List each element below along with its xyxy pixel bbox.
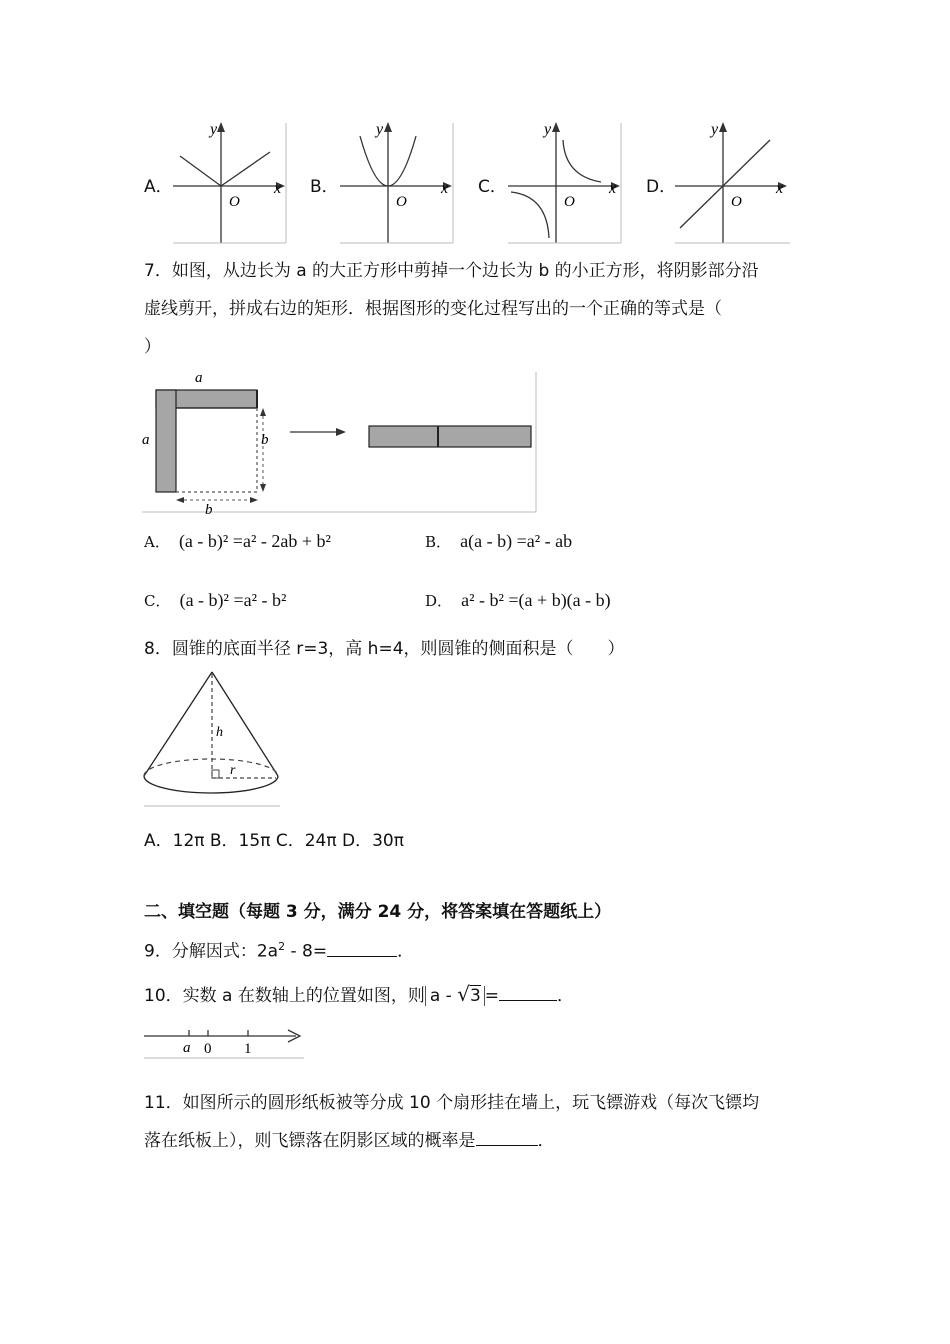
q7-option-a-formula: (a - b)² =a² - 2ab + b² [178,531,331,551]
q7-label-a-top: a [195,370,203,386]
q6c-origin-label: O [564,194,575,210]
q10-axis-label-0: 0 [204,1041,212,1057]
q7-text-line1: 7．如图，从边长为 a 的大正方形中剪掉一个边长为 b 的小正方形，将阴影部分沿 [144,261,759,281]
q6b-origin-label: O [396,194,407,210]
q6-option-b-label: B． [310,177,339,197]
q7-text-line3: ） [144,337,161,357]
q7-label-a-left: a [142,432,150,448]
q11-text-line1: 11．如图所示的圆形纸板被等分成 10 个扇形挂在墙上，玩飞镖游戏（每次飞镖均 [144,1093,760,1113]
q6d-x-label: x [776,180,784,197]
q6d-origin-label: O [731,194,742,210]
q10-axis-label-a: a [183,1040,191,1056]
q10-answer-blank[interactable] [499,984,557,1001]
q8-label-r: r [230,763,236,778]
q7-option-d-formula: a² - b² =(a + b)(a - b) [461,590,611,610]
q7-label-b-bottom: b [205,502,213,516]
q6-option-a-label: A． [144,177,173,197]
q7-option-b-formula: a(a - b) =a² - ab [460,531,573,551]
q6a-origin-label: O [229,194,240,210]
q11-text-line2: 落在纸板上），则飞镖落在阴影区域的概率是 ． [144,1131,555,1151]
q6-graph-d [670,118,794,246]
q7-option-c: C． (a - b)² =a² - b² [144,590,287,610]
q10-number-line [140,1024,306,1060]
q11-answer-blank[interactable] [476,1129,538,1146]
q10-text: 10．实数 a 在数轴上的位置如图，则 a - √3 = ． [144,982,575,1006]
section2-heading: 二、填空题（每题 3 分，满分 24 分，将答案填在答题纸上） [144,902,612,922]
q9-answer-blank[interactable] [327,940,397,957]
q7-label-b-right: b [261,432,269,448]
q7-option-a: A． (a - b)² =a² - 2ab + b² [144,531,331,551]
q6d-y-label: y [711,121,719,138]
q6-graph-a [168,118,290,246]
q6-graph-b [335,118,457,246]
q6-graph-c [503,118,625,246]
q6a-x-label: x [274,180,282,197]
q8-label-h: h [216,725,223,740]
q7-option-c-formula: (a - b)² =a² - b² [179,590,287,610]
q6c-y-label: y [544,121,552,138]
q6b-y-label: y [376,121,384,138]
q8-options: A．12π B．15π C．24π D．30π [144,831,404,851]
q7-text-line2: 虚线剪开，拼成右边的矩形．根据图形的变化过程写出的一个正确的等式是（ [144,299,722,319]
q6-option-c-label: C． [478,177,507,197]
q7-figure [138,368,542,516]
q8-text: 8．圆锥的底面半径 r=3，高 h=4，则圆锥的侧面积是（ ） [144,639,625,659]
q10-axis-label-1: 1 [244,1041,252,1057]
q6b-x-label: x [441,180,449,197]
q6a-y-label: y [210,121,218,138]
q6-option-d-label: D． [646,177,677,197]
q7-option-b: B． a(a - b) =a² - ab [425,531,573,551]
q6c-x-label: x [609,180,617,197]
q7-option-d: D． a² - b² =(a + b)(a - b) [425,590,611,610]
q9-text: 9．分解因式：$2a^2 - 8=$ ． [144,940,415,962]
q8-cone-figure [140,664,284,810]
